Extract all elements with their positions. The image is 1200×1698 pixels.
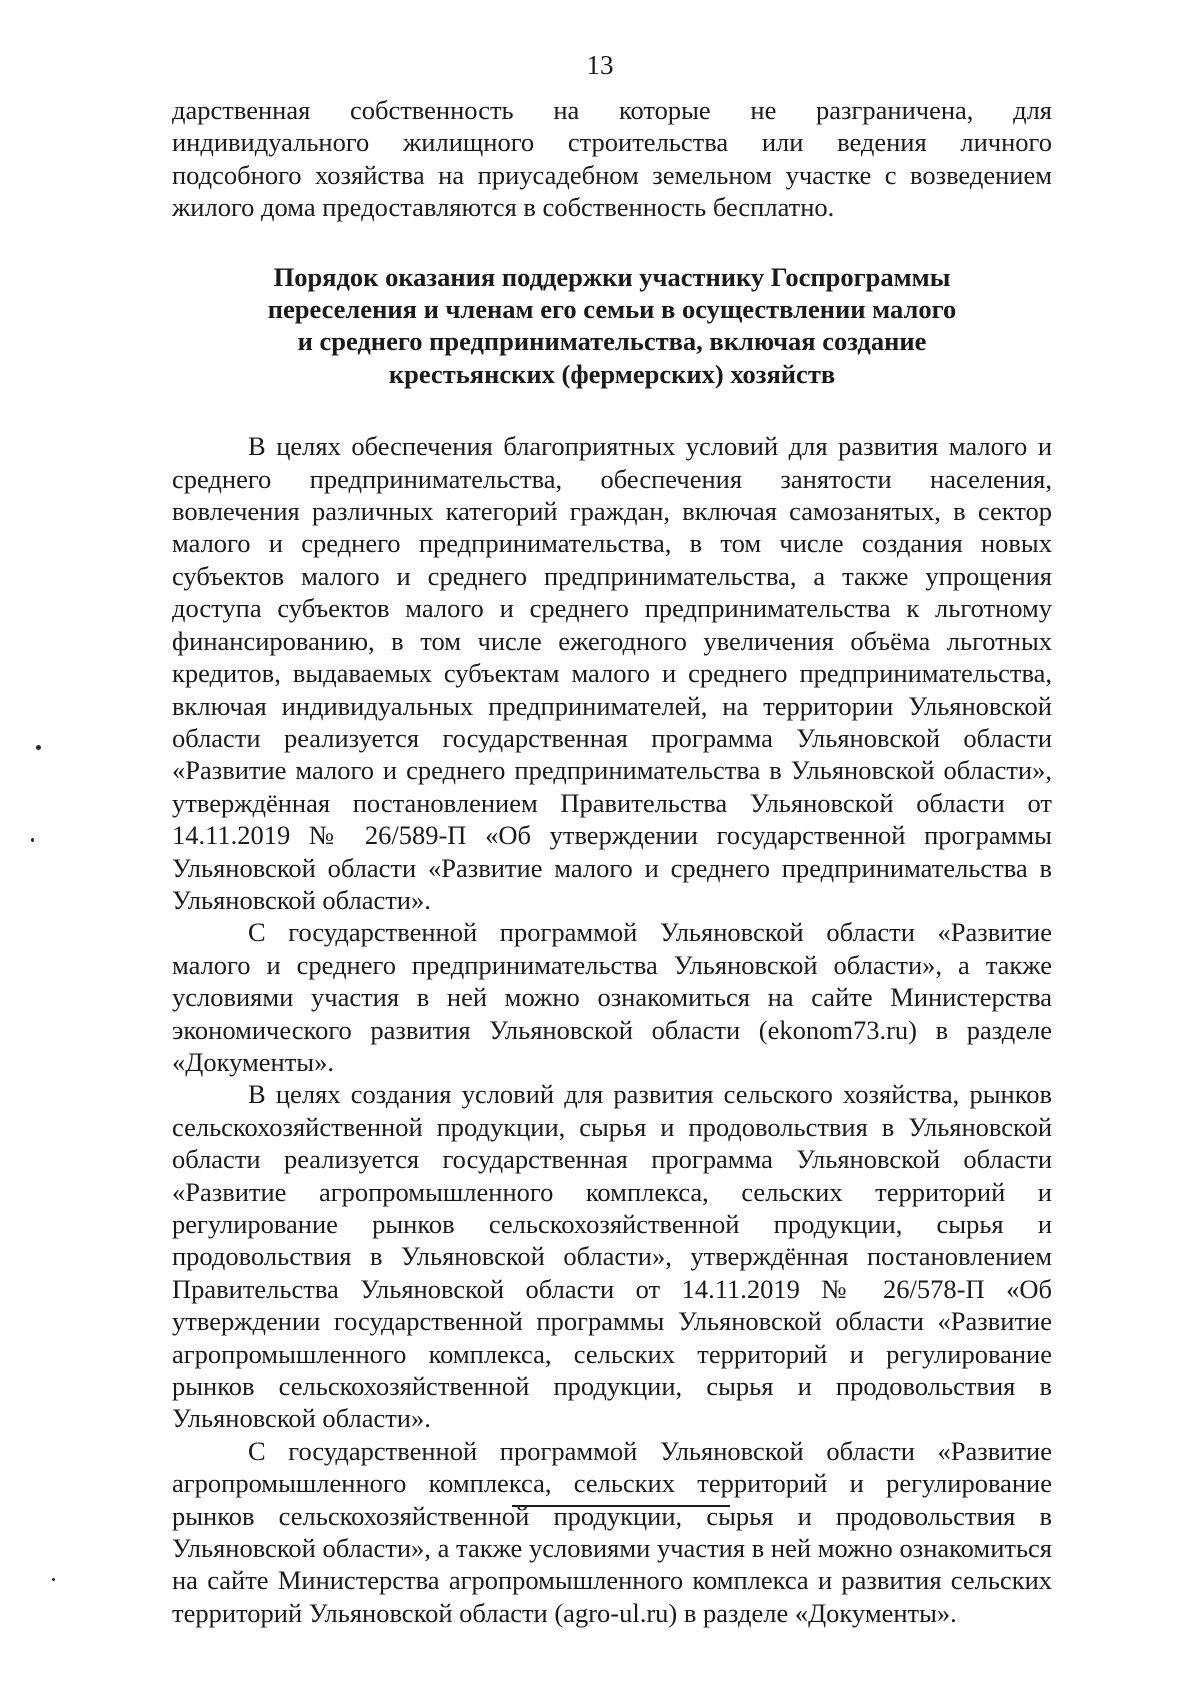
paragraph: С государственной программой Ульяновской области «Развитие малого и среднего предпринимательства Ульяновской области», а также условиями участия в ней можно ознакомиться на сайте Министерства экономического развития Ульяновской области (ekonom73.ru) в разделе «Документы». <box>172 917 1052 1077</box>
heading-line: и среднего предпринимательства, включая создание <box>297 326 927 357</box>
closing-rule <box>512 1505 730 1507</box>
scan-speck <box>36 745 41 750</box>
page-number: 13 <box>586 50 614 80</box>
heading-line: крестьянских (фермерских) хозяйств <box>388 358 836 389</box>
scan-speck <box>52 1578 55 1581</box>
document-body <box>172 94 1052 1629</box>
scan-speck <box>31 838 34 842</box>
paragraph-continuation: дарственная собственность на которые не разграничена, для индивидуального жилищного строительства или ведения личного подсобного хозяйства на приусадебном земельном участке с возведением жилого дома предоставляются в собственность бесплатно. <box>172 95 1052 223</box>
heading-line: переселения и членам его семьи в осуществлении малого <box>267 294 957 325</box>
section-heading <box>172 261 1052 391</box>
paragraph: С государственной программой Ульяновской области «Развитие агропромышленного комплекса, сельских территорий и регулирование рынков сельскохозяйственной продукции, сырья и продовольствия в Ульяновской области», а также условиями участия в ней можно ознакомиться на сайте Министерства агропромышленного комплекса и развития сельских территорий Ульяновской области (agro-ul.ru) в разделе «Документы». <box>172 1435 1052 1628</box>
heading-line: Порядок оказания поддержки участнику Госпрограммы <box>273 261 951 292</box>
paragraph: В целях создания условий для развития сельского хозяйства, рынков сельскохозяйственной продукции, сырья и продовольствия в Ульяновской области реализуется государственная программа Ульяновской области «Развитие агропромышленного комплекса, сельских территорий и регулирование рынков сельскохозяйственной продукции, сырья и продовольствия в Ульяновской области», утверждённая постановлением Правительства Ульяновской области от 14.11.2019 № 26/578-П «Об утверждении государственной программы Ульяновской области «Развитие агропромышленного комплекса, сельских территорий и регулирование рынков сельскохозяйственной продукции, сырья и продовольствия в Ульяновской области». <box>172 1079 1052 1434</box>
paragraph: В целях обеспечения благоприятных условий для развития малого и среднего предпринимательства, обеспечения занятости населения, вовлечения различных категорий граждан, включая самозанятых, в сектор малого и среднего предпринимательства, в том числе создания новых субъектов малого и среднего предпринимательства, а также упрощения доступа субъектов малого и среднего предпринимательства к льготному финансированию, в том числе ежегодного увеличения объёма льготных кредитов, выдаваемых субъектам малого и среднего предпринимательства, включая индивидуальных предпринимателей, на территории Ульяновской области реализуется государственная программа Ульяновской области «Развитие малого и среднего предпринимательства в Ульяновской области», утверждённая постановлением Правительства Ульяновской области от 14.11.2019 № 26/589-П «Об утверждении государственной программы Ульяновской области «Развитие малого и среднего предпринимательства в Ульяновской области». <box>172 431 1052 915</box>
